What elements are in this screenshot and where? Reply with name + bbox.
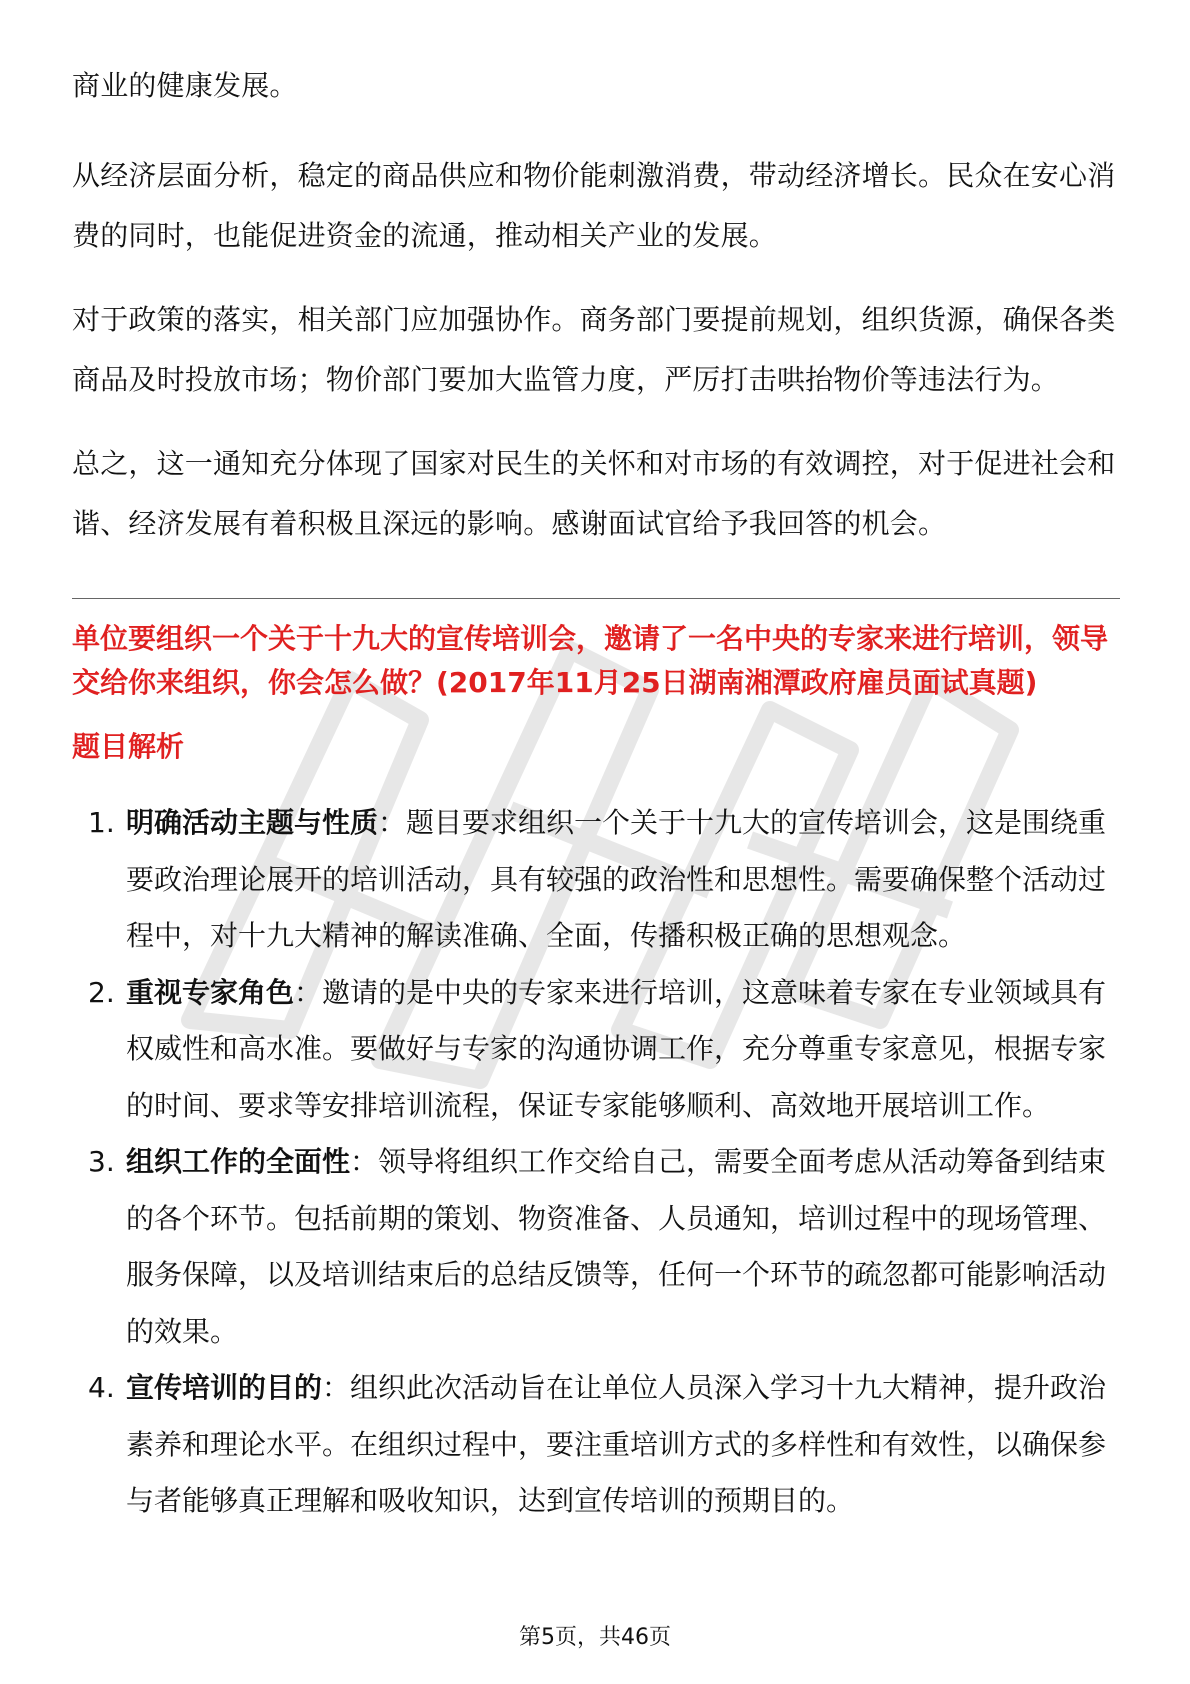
- list-item-title: 组织工作的全面性: [126, 1145, 351, 1178]
- section-divider: [72, 598, 1120, 599]
- document-content: [72, 56, 1120, 1530]
- analysis-heading: 题目解析: [72, 730, 185, 763]
- list-item-text: ：邀请的是中央的专家来进行培训，这意味着专家在专业领域具有权威性和高水准。要做好与专家的沟通协调工作，充分尊重专家意见，根据专家的时间、要求等安排培训流程，保证专家能够顺利、高效地开展培训工作。: [126, 975, 1107, 1122]
- list-item-number: 2.: [88, 975, 115, 1009]
- page-footer: 第5页，共46页: [519, 1625, 671, 1650]
- question-heading: 单位要组织一个关于十九大的宣传培训会，邀请了一名中央的专家来进行培训，领导交给你来组织，你会怎么做？(2017年11月25日湖南湘潭政府雇员面试真题): [72, 622, 1109, 699]
- list-item-text: ：领导将组织工作交给自己，需要全面考虑从活动筹备到结束的各个环节。包括前期的策划、物资准备、人员通知，培训过程中的现场管理、服务保障，以及培训结束后的总结反馈等，任何一个环节的疏忽都可能影响活动的效果。: [126, 1145, 1107, 1348]
- paragraph-intro-2: 从经济层面分析，稳定的商品供应和物价能刺激消费，带动经济增长。民众在安心消费的同时，也能促进资金的流通，推动相关产业的发展。: [72, 159, 1116, 252]
- list-item: [72, 965, 1120, 1135]
- paragraph-intro-1: 商业的健康发展。: [72, 69, 298, 102]
- list-item-number: 1.: [88, 806, 115, 839]
- list-item-number: 3.: [88, 1145, 115, 1178]
- list-item: [72, 795, 1120, 965]
- paragraph-intro-4: 总之，这一通知充分体现了国家对民生的关怀和对市场的有效调控，对于促进社会和谐、经济发展有着积极且深远的影响。感谢面试官给予我回答的机会。: [72, 447, 1116, 540]
- paragraph-intro-3: 对于政策的落实，相关部门应加强协作。商务部门要提前规划，组织货源，确保各类商品及时投放市场；物价部门要加大监管力度，严厉打击哄抬物价等违法行为。: [72, 303, 1116, 396]
- analysis-list: [72, 795, 1120, 1530]
- list-item-title: 重视专家角色: [126, 975, 295, 1009]
- list-item: [72, 1134, 1120, 1360]
- list-item-number: 4.: [88, 1371, 115, 1404]
- list-item: [72, 1360, 1120, 1530]
- list-item-title: 宣传培训的目的: [126, 1371, 323, 1404]
- list-item-text: ：题目要求组织一个关于十九大的宣传培训会，这是围绕重要政治理论展开的培训活动，具有较强的政治性和思想性。需要确保整个活动过程中，对十九大精神的解读准确、全面，传播积极正确的思想观念。: [126, 806, 1107, 952]
- list-item-text: ：组织此次活动旨在让单位人员深入学习十九大精神，提升政治素养和理论水平。在组织过程中，要注重培训方式的多样性和有效性，以确保参与者能够真正理解和吸收知识，达到宣传培训的预期目的。: [126, 1371, 1107, 1517]
- list-item-title: 明确活动主题与性质: [126, 806, 379, 839]
